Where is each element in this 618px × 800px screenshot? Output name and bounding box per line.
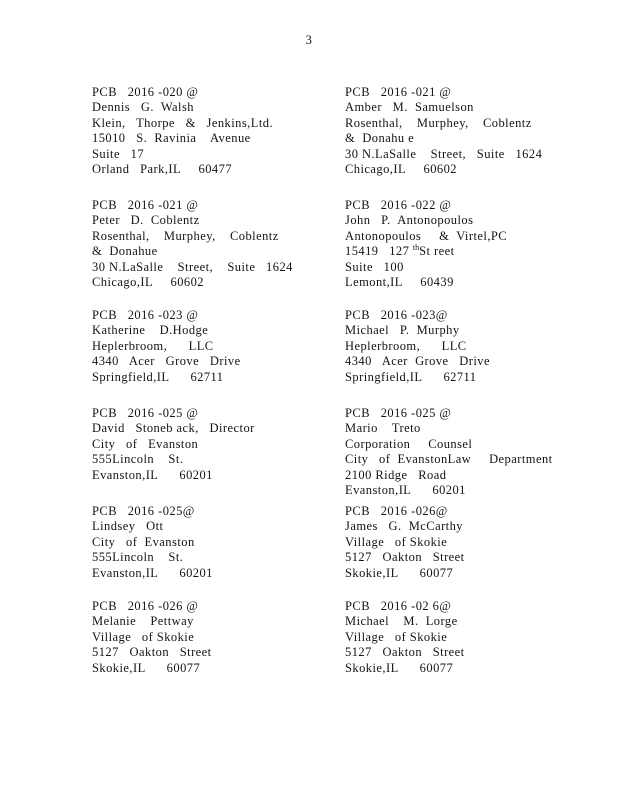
address-line: 15010 S. Ravinia Avenue: [92, 131, 251, 146]
case-number: PCB 2016 -023@: [345, 308, 448, 322]
address-line: 30 N.LaSalle Street, Suite 1624: [92, 259, 293, 274]
address-line: 555Lincoln St.: [92, 452, 184, 467]
address-line: Suite 100: [345, 259, 404, 274]
address-line: 5127 Oakton Street: [92, 645, 212, 660]
case-number: PCB 2016 -02 6@: [345, 599, 452, 613]
address-line: Heplerbroom, LLC: [345, 338, 467, 353]
address-line: Skokie,IL 60077: [92, 660, 201, 675]
addressee-name: Mario Treto: [345, 421, 421, 436]
entry-michael-murphy: [345, 308, 490, 385]
entry-john-antonopoulos: [345, 198, 507, 290]
address-line: Springfield,IL 62711: [92, 369, 224, 384]
addressee-name: Dennis G. Walsh: [92, 100, 194, 115]
address-line: Antonopoulos & Virtel,PC: [345, 228, 508, 243]
entry-mario-treto: [345, 406, 553, 498]
address-line: Klein, Thorpe & Jenkins,Ltd.: [92, 115, 274, 130]
address-line: 2100 Ridge Road: [345, 467, 447, 482]
address-line: Corporation Counsel: [345, 436, 473, 451]
entry-lindsey-ott: [92, 504, 213, 581]
address-line: Evanston,IL 60201: [92, 565, 213, 580]
address-line: Springfield,IL 62711: [345, 369, 477, 384]
street-name-part: St reet: [419, 244, 455, 259]
address-line: Skokie,IL 60077: [345, 565, 454, 580]
addressee-name: Michael M. Lorge: [345, 614, 458, 629]
address-line: City of EvanstonLaw Department: [345, 452, 553, 467]
address-line: & Donahue: [92, 244, 158, 259]
case-number: PCB 2016 -026 @: [92, 599, 199, 613]
address-line: [345, 244, 507, 259]
addressee-name: Amber M. Samuelson: [345, 100, 474, 115]
ordinal-suffix: th: [412, 243, 420, 253]
addressee-name: John P. Antonopoulos: [345, 213, 474, 228]
page-number: 3: [305, 33, 313, 47]
case-number: PCB 2016 -025@: [92, 504, 195, 518]
address-line: & Donahu e: [345, 131, 415, 146]
address-line: Lemont,IL 60439: [345, 275, 454, 290]
entry-melanie-pettway: [92, 599, 212, 676]
address-line: Chicago,IL 60602: [92, 275, 204, 290]
address-line: Suite 17: [92, 146, 145, 161]
address-line: City of Evanston: [92, 534, 195, 549]
address-line: Rosenthal, Murphey, Coblentz: [92, 228, 279, 243]
entry-amber-samuelson: [345, 85, 542, 177]
addressee-name: James G. McCarthy: [345, 519, 464, 534]
address-line: Heplerbroom, LLC: [92, 338, 214, 353]
address-line: 30 N.LaSalle Street, Suite 1624: [345, 146, 543, 161]
address-line: Village of Skokie: [345, 629, 448, 644]
addressee-name: Peter D. Coblentz: [92, 213, 200, 228]
case-number: PCB 2016 -022 @: [345, 198, 452, 212]
address-line: Skokie,IL 60077: [345, 660, 454, 675]
street-number-part: 15419 127: [345, 244, 413, 259]
address-line: Village of Skokie: [92, 629, 195, 644]
addressee-name: Melanie Pettway: [92, 614, 194, 629]
entry-james-mccarthy: [345, 504, 465, 581]
address-line: Orland Park,IL 60477: [92, 162, 233, 177]
addressee-name: Lindsey Ott: [92, 519, 164, 534]
addressee-name: Michael P. Murphy: [345, 323, 460, 338]
entry-michael-lorge: [345, 599, 465, 676]
case-number: PCB 2016 -021 @: [345, 85, 452, 99]
address-line: 5127 Oakton Street: [345, 550, 465, 565]
entry-peter-coblentz: [92, 198, 293, 290]
address-line: 5127 Oakton Street: [345, 645, 465, 660]
case-number: PCB 2016 -025 @: [92, 406, 199, 420]
case-number: PCB 2016 -026@: [345, 504, 448, 518]
address-line: City of Evanston: [92, 436, 199, 451]
address-line: 4340 Acer Grove Drive: [92, 354, 241, 369]
address-line: Chicago,IL 60602: [345, 162, 457, 177]
case-number: PCB 2016 -023 @: [92, 308, 199, 322]
case-number: PCB 2016 -025 @: [345, 406, 452, 420]
case-number: PCB 2016 -021 @: [92, 198, 199, 212]
case-number: PCB 2016 -020 @: [92, 85, 199, 99]
address-line: Evanston,IL 60201: [92, 467, 213, 482]
address-line: 555Lincoln St.: [92, 550, 184, 565]
entry-dennis-walsh: [92, 85, 273, 177]
address-line: Evanston,IL 60201: [345, 483, 466, 498]
addressee-name: David Stoneb ack, Director: [92, 421, 255, 436]
addressee-name: Katherine D.Hodge: [92, 323, 209, 338]
address-line: Village of Skokie: [345, 534, 448, 549]
entry-david-stoneback: [92, 406, 255, 483]
address-line: Rosenthal, Murphey, Coblentz: [345, 115, 532, 130]
entry-katherine-hodge: [92, 308, 241, 385]
address-line: 4340 Acer Grove Drive: [345, 354, 490, 369]
